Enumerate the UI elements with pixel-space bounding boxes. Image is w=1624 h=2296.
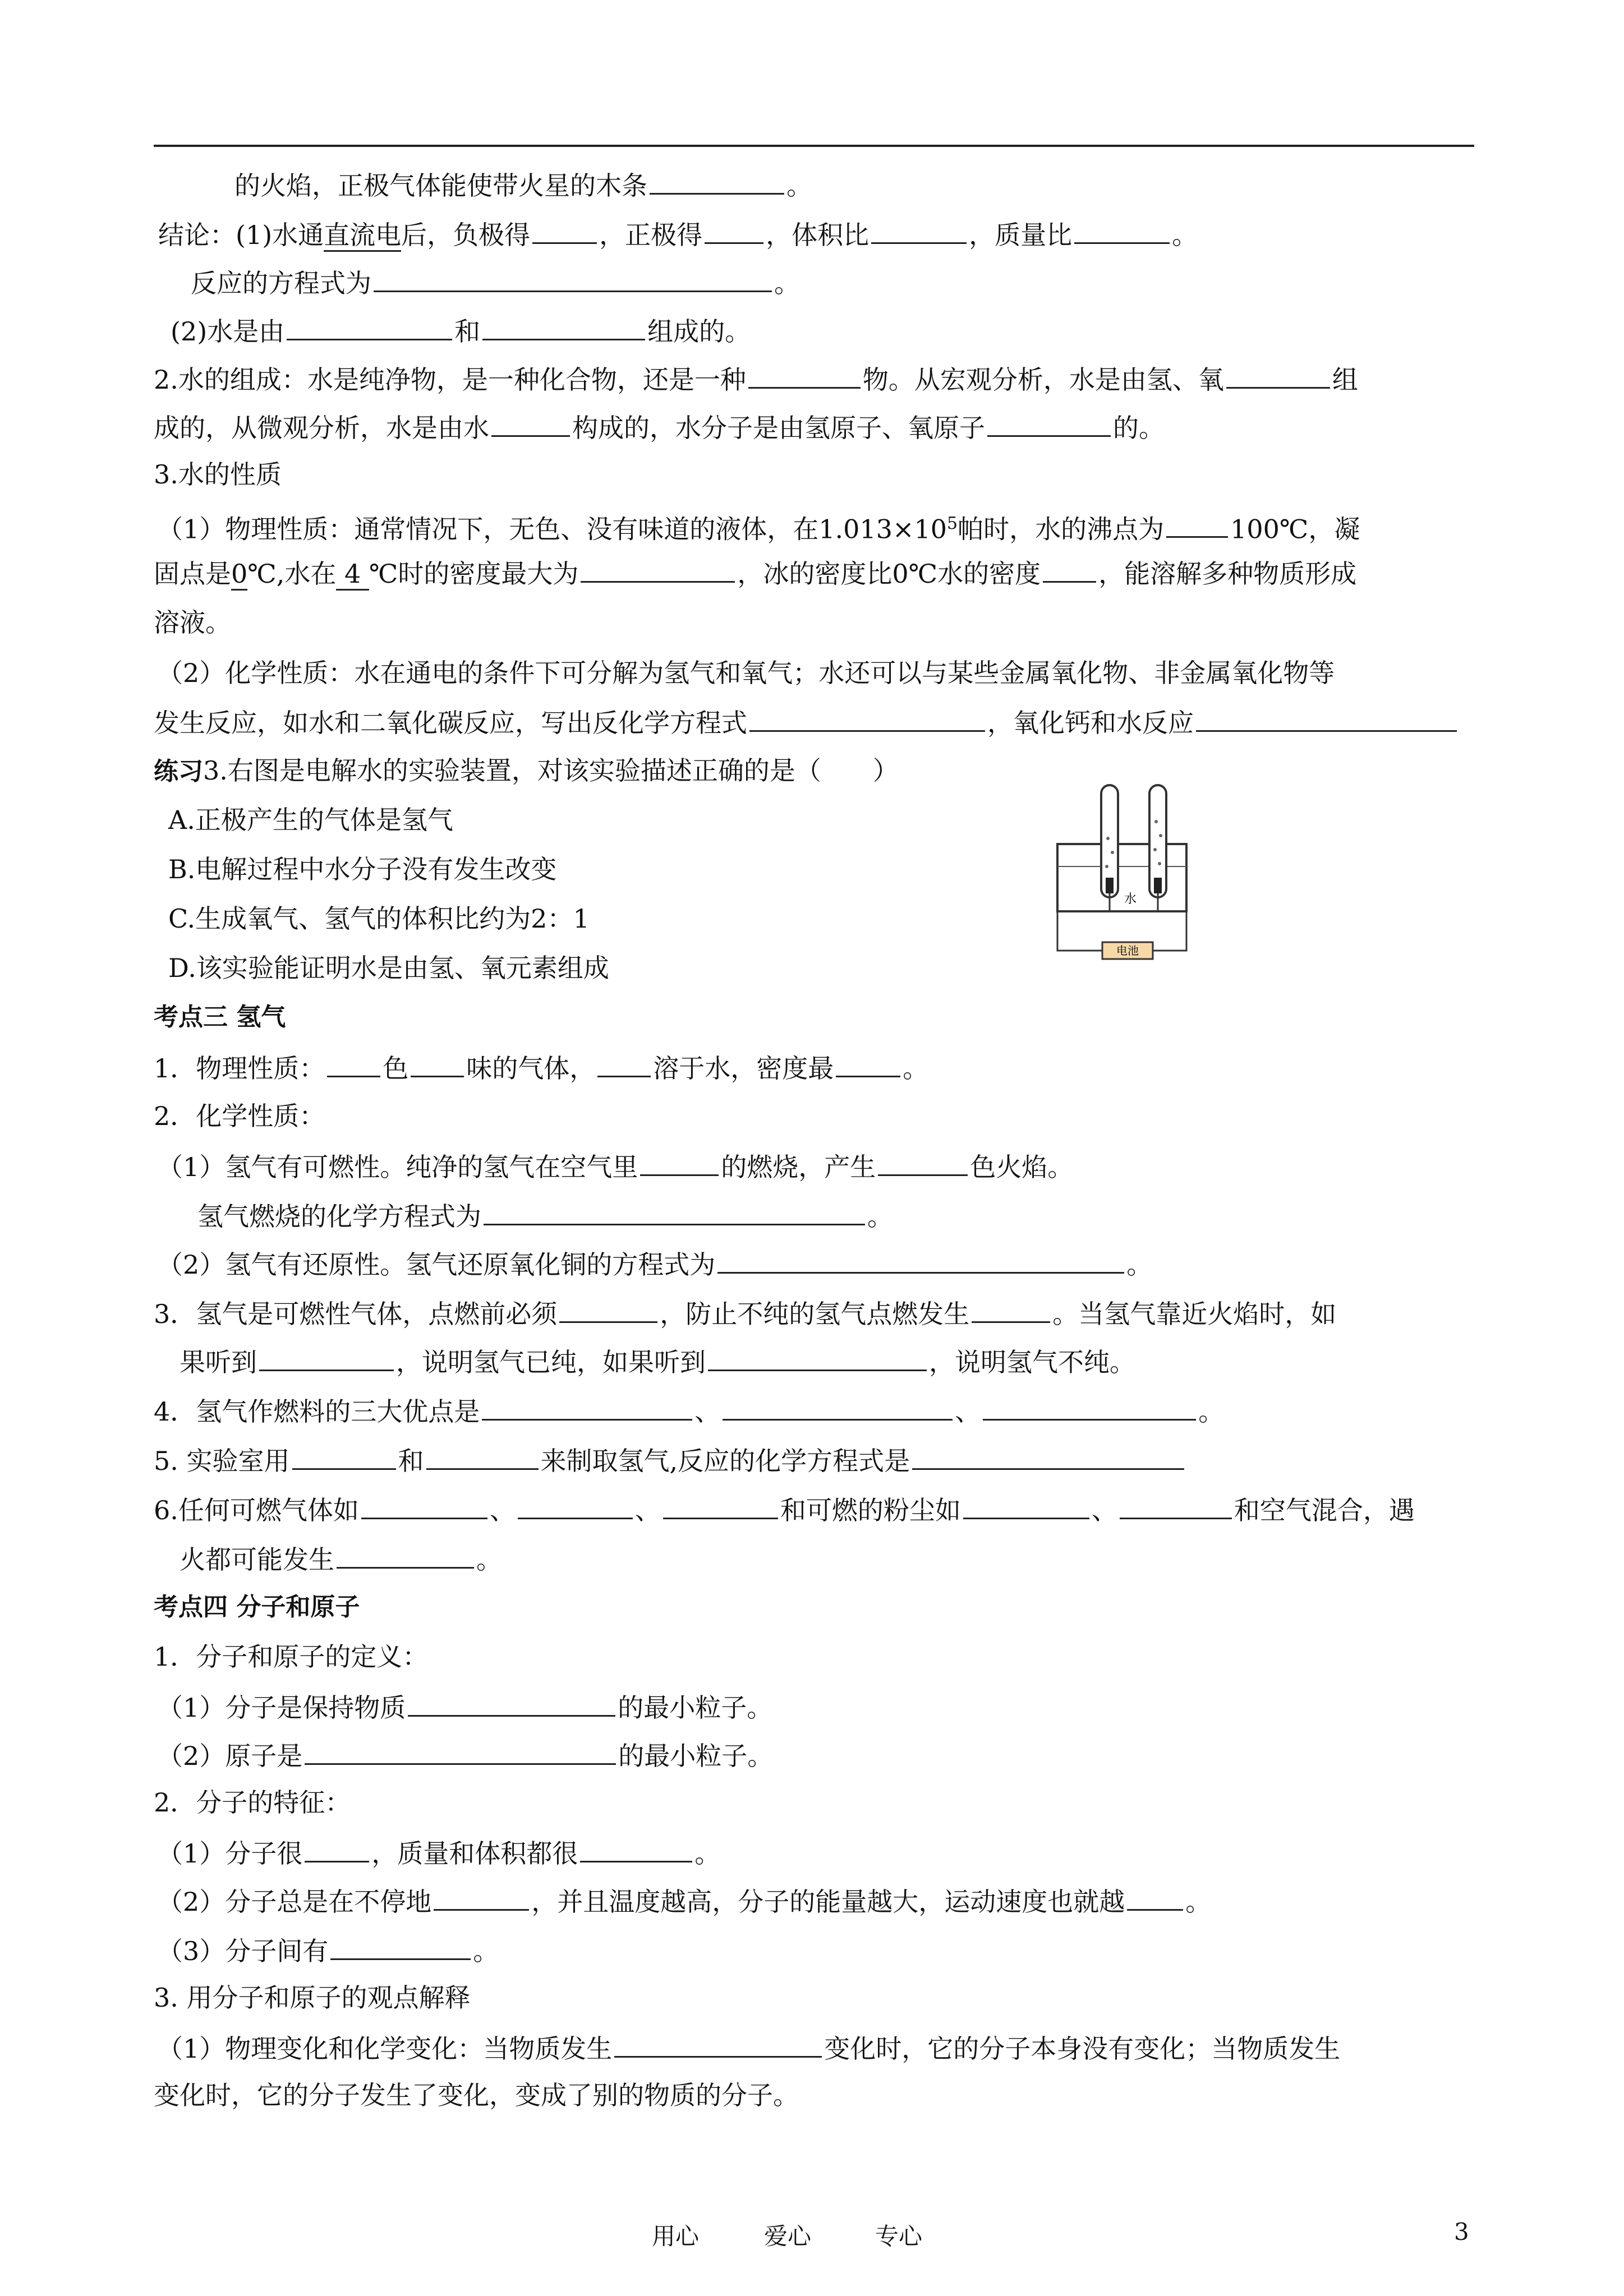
- header-rule: [154, 145, 1474, 147]
- text-line: 的火焰，正极气体能使带火星的木条 。: [234, 167, 812, 202]
- text-line: （2）化学性质：水在通电的条件下可分解为氢气和氧气；水还可以与某些金属氧化物、非金属氧化物等: [157, 658, 1335, 688]
- text-line: 3. 用分子和原子的观点解释: [154, 1983, 471, 2013]
- text-line: （2）原子是 的最小粒子。: [157, 1737, 773, 1773]
- text-line: 2．分子的特征：: [154, 1787, 351, 1818]
- text-line: 固点是0℃,水在 4 ℃时的密度最大为 ，冰的密度比0℃水的密度 ，能溶解多种物质形成: [154, 555, 1356, 591]
- text-line: 果听到 ，说明氢气已纯，如果听到 ，说明氢气不纯。: [180, 1344, 1135, 1379]
- exercise-question: 练习3.右图是电解水的实验装置，对该实验描述正确的是（ ）: [154, 755, 899, 786]
- footer-text: 爱心: [764, 2223, 812, 2250]
- text-line: （1）物理性质：通常情况下，无色、没有味道的液体，在$1.013\times 10^5$帕时，水的沸点为 100℃，凝: [157, 507, 1360, 546]
- text-line: 反应的方程式为 。: [191, 265, 800, 300]
- text-line: 变化时，它的分子发生了变化，变成了别的物质的分子。: [154, 2080, 799, 2110]
- footer-text: 用心: [652, 2223, 700, 2250]
- text-line: 火都可能发生 。: [180, 1541, 502, 1576]
- text-line: 3.水的性质: [154, 459, 282, 490]
- section-heading: 考点三 氢气: [154, 1003, 286, 1031]
- text-line: 6.任何可燃气体如 、 、 和可燃的粉尘如 、 和空气混合，遇: [154, 1492, 1415, 1527]
- text-line: （1）分子很 ，质量和体积都很 。: [157, 1835, 720, 1870]
- text-line: （1）物理变化和化学变化：当物质发生 变化时，它的分子本身没有变化；当物质发生: [157, 2030, 1340, 2066]
- electrolysis-apparatus-figure: [1052, 782, 1192, 965]
- battery-label: 电池: [1116, 944, 1139, 957]
- section-heading: 考点四 分子和原子: [154, 1593, 360, 1621]
- text-line: 1．物理性质： 色 味的气体， 溶于水，密度最 。: [154, 1050, 928, 1085]
- option-b: B.电解过程中水分子没有发生改变: [168, 854, 557, 884]
- water-label: 水: [1124, 892, 1137, 906]
- text-line: 4．氢气作燃料的三大优点是 、 、 。: [154, 1393, 1224, 1428]
- option-d: D.该实验能证明水是由氢、氧元素组成: [168, 953, 609, 983]
- text-line: 1．分子和原子的定义：: [154, 1642, 429, 1672]
- text-line: （2）分子总是在不停地 ，并且温度越高，分子的能量越大，运动速度也就越 。: [157, 1883, 1211, 1919]
- text-line: 溶液。: [154, 607, 231, 638]
- text-line: 3．氢气是可燃性气体，点燃前必须 ，防止不纯的氢气点燃发生 。当氢气靠近火焰时，如: [154, 1295, 1336, 1331]
- footer-text: 专心: [875, 2223, 923, 2250]
- text-line: （2）氢气有还原性。氢气还原氧化铜的方程式为 。: [157, 1246, 1152, 1281]
- text-line: （1）氢气有可燃性。纯净的氢气在空气里 的燃烧，产生 色火焰。: [157, 1149, 1073, 1184]
- page-number: 3: [1454, 2218, 1469, 2246]
- text-line: 发生反应，如水和二氧化碳反应，写出反化学方程式 ，氧化钙和水反应: [154, 704, 1459, 740]
- option-c: C.生成氧气、氢气的体积比约为2：1: [168, 903, 590, 934]
- text-line: 5. 实验室用 和 来制取氢气,反应的化学方程式是: [154, 1442, 1186, 1478]
- text-line: 氢气燃烧的化学方程式为 。: [197, 1198, 893, 1233]
- text-line: (2)水是由 和 组成的。: [171, 313, 751, 348]
- text-line: 2.水的组成：水是纯净物，是一种化合物，还是一种 物。从宏观分析，水是由氢、氧 组: [154, 361, 1358, 397]
- text-line: （3）分子间有 。: [157, 1933, 499, 1968]
- option-a: A.正极产生的气体是氢气: [168, 805, 453, 835]
- text-line: 结论：(1)水通直流电后，负极得 ，正极得 ，体积比 ，质量比 。: [158, 216, 1198, 252]
- text-line: （1）分子是保持物质 的最小粒子。: [157, 1689, 772, 1725]
- text-line: 2．化学性质：: [154, 1101, 325, 1131]
- text-line: 成的，从微观分析，水是由水 构成的，水分子是由氢原子、氧原子 的。: [154, 409, 1165, 445]
